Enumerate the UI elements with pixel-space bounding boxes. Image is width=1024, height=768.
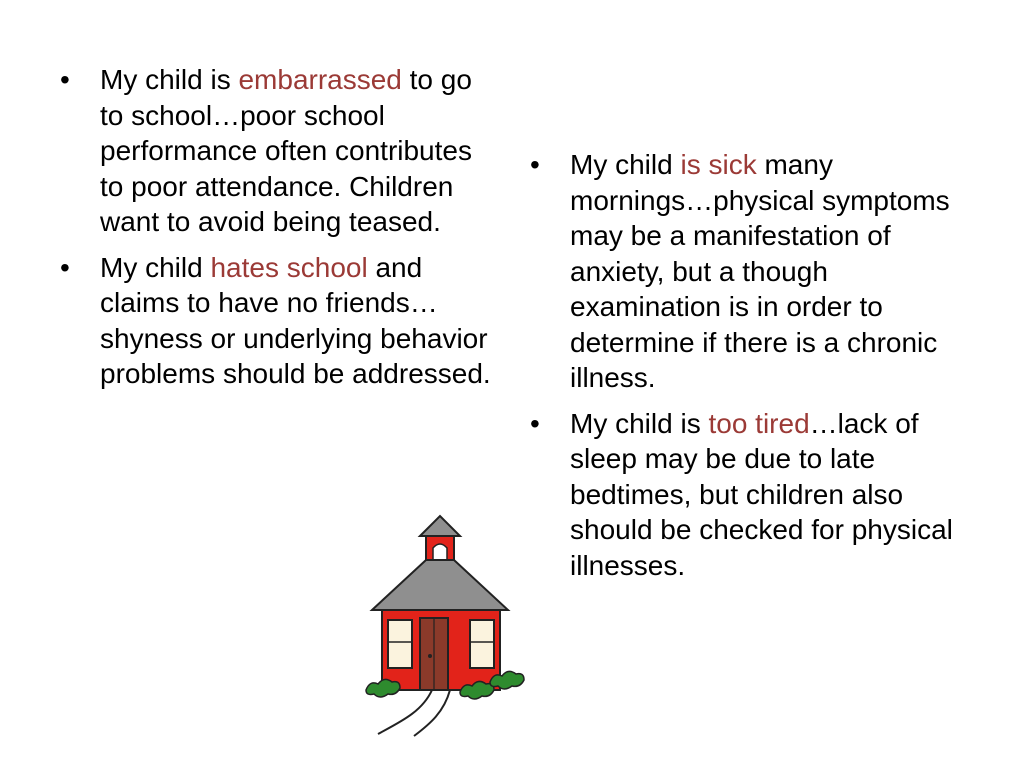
bullet-embarrassed bbox=[60, 62, 500, 240]
bullet-body-text: many mornings…physical symptoms may be a manifestation of anxiety, but a though examination is in order to determine if there is a chronic illness. bbox=[570, 149, 950, 393]
bullet-body-text: …lack of sleep may be due to late bedtimes, but children also should be checked for physical illnesses. bbox=[570, 407, 953, 581]
left-bullet-list bbox=[60, 62, 500, 402]
bullet-highlight-text: is sick bbox=[680, 149, 757, 180]
right-bullet-list bbox=[530, 147, 970, 593]
bullet-highlight-text: too tired bbox=[708, 407, 810, 439]
bullet-lead-text: My child is bbox=[570, 407, 709, 439]
bullet-lead-text: My child bbox=[100, 251, 211, 283]
bullet-too-tired bbox=[530, 406, 970, 584]
bullet-lead-text: My child is bbox=[100, 64, 239, 95]
bullet-highlight-text: hates school bbox=[210, 251, 368, 283]
bullet-body-text: to go to school…poor school performance often contributes to poor attendance. Children want to avoid being teased. bbox=[100, 64, 472, 237]
bullet-lead-text: My child bbox=[570, 149, 681, 180]
bullet-is-sick bbox=[530, 147, 970, 396]
bullet-highlight-text: embarrassed bbox=[238, 64, 402, 95]
schoolhouse-icon bbox=[360, 512, 530, 738]
bullet-body-text: and claims to have no friends…shyness or underlying behavior problems should be addressed. bbox=[100, 251, 491, 389]
bullet-hates-school bbox=[60, 250, 500, 392]
